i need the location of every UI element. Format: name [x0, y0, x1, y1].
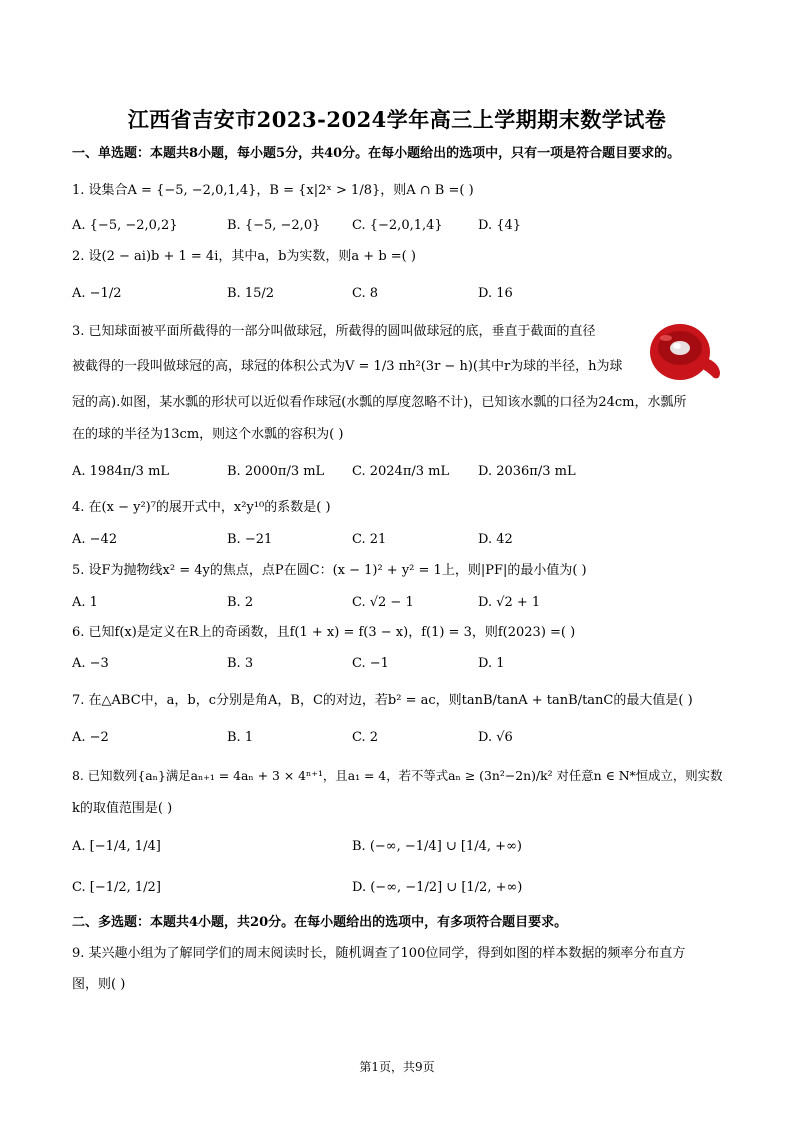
q8-option-d: D. (−∞, −1/2] ∪ [1/2, +∞): [352, 880, 523, 895]
q6-option-d: D. 1: [478, 656, 505, 671]
question-3-line-3: 冠的高).如图，某水瓢的形状可以近似看作球冠(水瓢的厚度忽略不计)，已知该水瓢的口径为24cm，水瓢所: [72, 395, 687, 410]
question-4-stem: 4. 在(x − y²)⁷的展开式中，x²y¹⁰的系数是( ): [72, 500, 331, 515]
question-2-stem: 2. 设(2 − ai)b + 1 = 4i，其中a，b为实数，则a + b =( ): [72, 249, 416, 264]
q3-option-c: C. 2024π/3 mL: [352, 464, 450, 479]
q7-option-b: B. 1: [227, 730, 254, 745]
q1-option-d: D. {4}: [478, 218, 522, 233]
q3-option-a: A. 1984π/3 mL: [72, 464, 170, 479]
question-3-line-1: 3. 已知球面被平面所截得的一部分叫做球冠，所截得的圆叫做球冠的底，垂直于截面的直径: [72, 324, 596, 339]
q5-option-d: D. √2 + 1: [478, 595, 541, 610]
question-7-stem: 7. 在△ABC中，a，b，c分别是角A，B，C的对边，若b² = ac，则tanB/tanA + tanB/tanC的最大值是( ): [72, 693, 693, 708]
question-6-stem: 6. 已知f(x)是定义在R上的奇函数，且f(1 + x) = f(3 − x)，f(1) = 3，则f(2023) =( ): [72, 625, 576, 640]
q6-option-b: B. 3: [227, 656, 254, 671]
q2-option-d: D. 16: [478, 286, 513, 301]
q4-option-b: B. −21: [227, 532, 273, 547]
q7-option-c: C. 2: [352, 730, 379, 745]
q6-option-c: C. −1: [352, 656, 389, 671]
question-5-stem: 5. 设F为抛物线x² = 4y的焦点，点P在圆C：(x − 1)² + y² = 1上，则|PF|的最小值为( ): [72, 563, 587, 578]
q3-option-b: B. 2000π/3 mL: [227, 464, 325, 479]
q5-option-c: C. √2 − 1: [352, 595, 414, 610]
q2-option-b: B. 15/2: [227, 286, 275, 301]
q1-option-c: C. {−2,0,1,4}: [352, 218, 443, 233]
question-9-line-1: 9. 某兴趣小组为了解同学们的周末阅读时长，随机调查了100位同学，得到如图的样本数据的频率分布直方: [72, 946, 686, 961]
q4-option-a: A. −42: [72, 532, 118, 547]
q7-option-d: D. √6: [478, 730, 513, 745]
section-1-heading: 一、单选题：本题共8小题，每小题5分，共40分。在每小题给出的选项中，只有一项是符合题目要求的。: [72, 146, 681, 161]
page-footer: 第1页，共9页: [359, 1060, 435, 1074]
q7-option-a: A. −2: [72, 730, 109, 745]
q8-option-b: B. (−∞, −1/4] ∪ [1/4, +∞): [352, 839, 522, 854]
question-8-line-2: k的取值范围是( ): [72, 801, 173, 816]
q5-option-a: A. 1: [72, 595, 98, 610]
exam-title: 江西省吉安市2023-2024学年高三上学期期末数学试卷: [127, 107, 667, 132]
question-8-line-1: 8. 已知数列{aₙ}满足aₙ₊₁ = 4aₙ + 3 × 4ⁿ⁺¹，且a₁ = 4，若不等式aₙ ≥ (3n²−2n)/k² 对任意n ∈ N*恒成立，则实数: [72, 768, 723, 783]
question-1-stem: 1. 设集合A = {−5, −2,0,1,4}，B = {x|2ˣ > 1/8}，则A ∩ B =( ): [72, 183, 474, 198]
water-ladle-image: [644, 318, 724, 388]
question-3-line-2: 被截得的一段叫做球冠的高，球冠的体积公式为V = 1/3 πh²(3r − h)(其中r为球的半径，h为球: [72, 359, 623, 374]
q4-option-d: D. 42: [478, 532, 513, 547]
q2-option-a: A. −1/2: [72, 286, 122, 301]
q4-option-c: C. 21: [352, 532, 387, 547]
q2-option-c: C. 8: [352, 286, 379, 301]
question-3-line-4: 在的球的半径为13cm，则这个水瓢的容积为( ): [72, 427, 344, 442]
question-9-line-2: 图，则( ): [72, 977, 126, 992]
q3-option-d: D. 2036π/3 mL: [478, 464, 576, 479]
q1-option-a: A. {−5, −2,0,2}: [72, 218, 178, 233]
q8-option-a: A. [−1/4, 1/4]: [72, 839, 161, 854]
q1-option-b: B. {−5, −2,0}: [227, 218, 321, 233]
section-2-heading: 二、多选题：本题共4小题，共20分。在每小题给出的选项中，有多项符合题目要求。: [72, 915, 568, 930]
q5-option-b: B. 2: [227, 595, 254, 610]
q8-option-c: C. [−1/2, 1/2]: [72, 880, 161, 895]
q6-option-a: A. −3: [72, 656, 109, 671]
